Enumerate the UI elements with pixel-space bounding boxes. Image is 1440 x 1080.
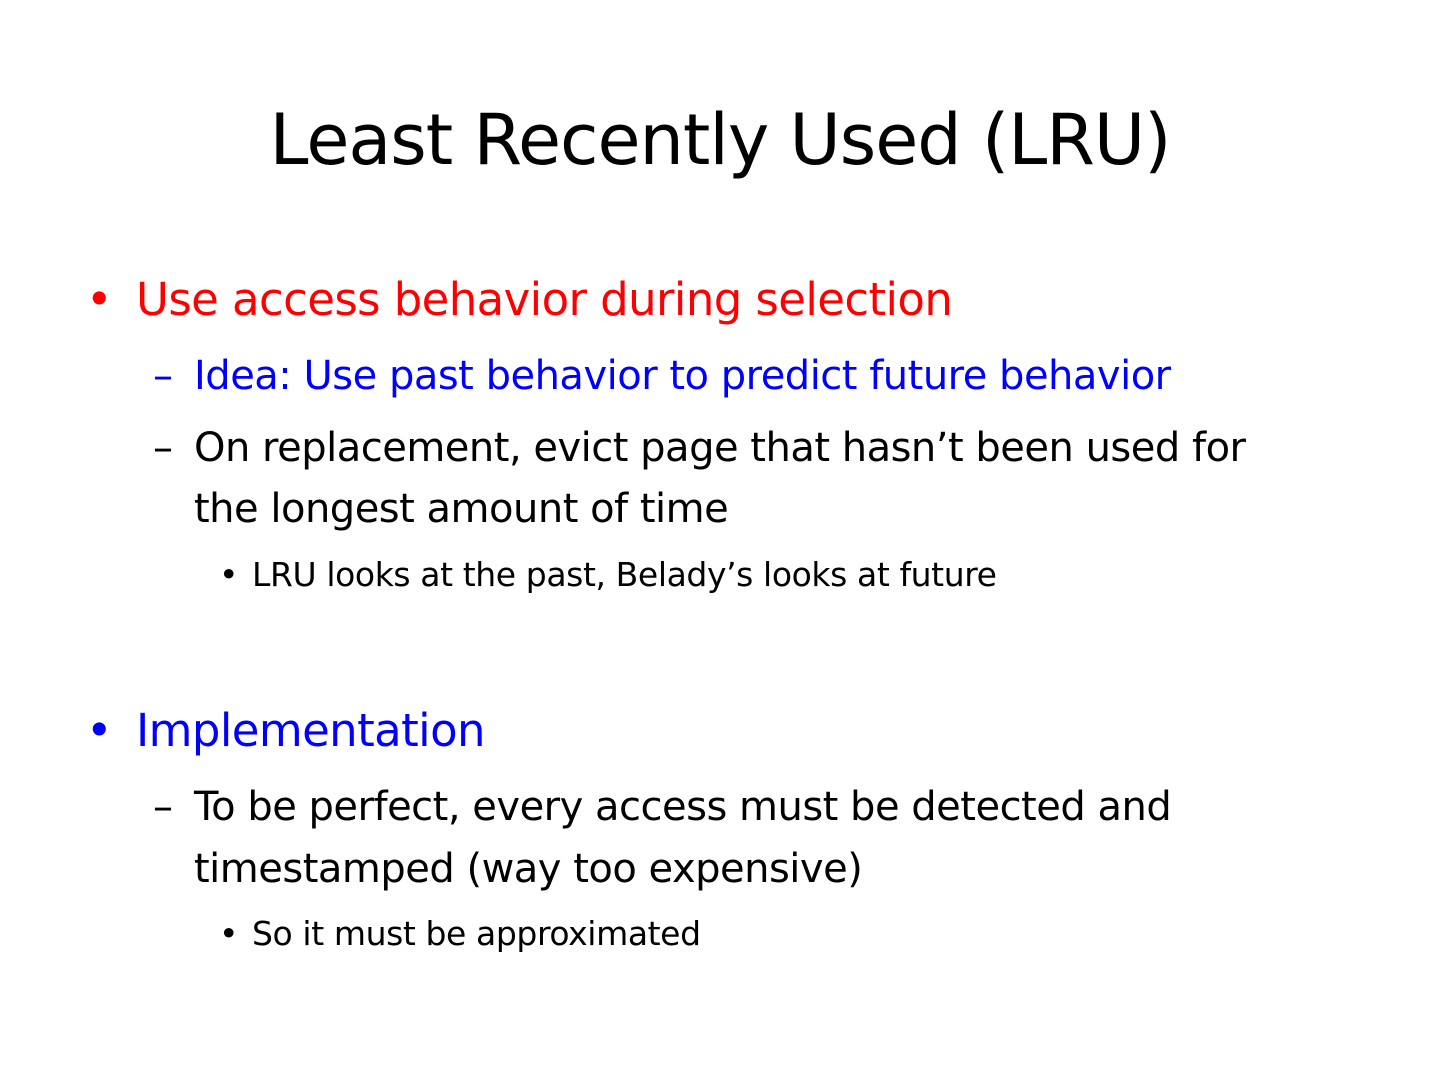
bullet-2-1-marker: – xyxy=(153,784,173,830)
bullet-2-1-text-line2: timestamped (way too expensive) xyxy=(194,846,863,892)
bullet-1-2-1-marker: • xyxy=(219,555,239,594)
bullet-2-marker: • xyxy=(86,704,112,757)
bullet-2-1-text-line1: To be perfect, every access must be detected and xyxy=(194,784,1172,830)
slide-title: Least Recently Used (LRU) xyxy=(269,99,1171,181)
bullet-1-1-text: Idea: Use past behavior to predict future behavior xyxy=(194,353,1171,399)
bullet-1-1-marker: – xyxy=(153,353,173,399)
bullet-1-2-text-line1: On replacement, evict page that hasn’t been used for xyxy=(194,425,1246,471)
bullet-1-2-1-text: LRU looks at the past, Belady’s looks at future xyxy=(252,555,997,594)
bullet-2-1-1-text: So it must be approximated xyxy=(252,914,701,953)
bullet-2-text: Implementation xyxy=(136,704,485,757)
bullet-1-text: Use access behavior during selection xyxy=(136,273,953,326)
bullet-1-marker: • xyxy=(86,273,112,326)
bullet-1-2-text-line2: the longest amount of time xyxy=(194,486,729,532)
bullet-1-2-marker: – xyxy=(153,425,173,471)
bullet-2-1-1-marker: • xyxy=(219,914,239,953)
